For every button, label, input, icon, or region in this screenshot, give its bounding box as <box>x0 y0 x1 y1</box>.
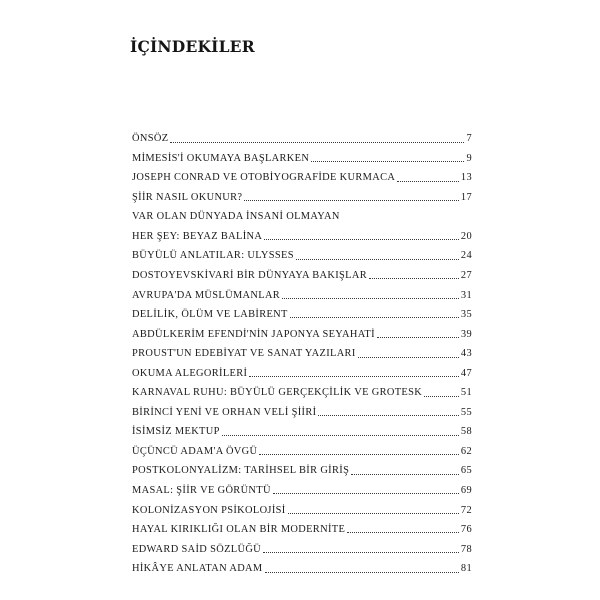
toc-entry-page: 9 <box>466 152 472 164</box>
toc-entry-title: ŞİİR NASIL OKUNUR? <box>132 191 243 203</box>
toc-entry-page: 31 <box>460 289 472 301</box>
dot-leader <box>351 474 459 475</box>
toc-entry-title: KARNAVAL RUHU: BÜYÜLÜ GERÇEKÇİLİK VE GROTESK <box>132 387 423 399</box>
toc-entry-page: 24 <box>460 250 472 262</box>
toc-entry-page: 72 <box>460 504 472 516</box>
toc-entry <box>132 145 472 165</box>
toc-entry-title: İSİMSİZ MEKTUP <box>132 426 220 438</box>
dot-leader <box>263 552 459 553</box>
dot-leader <box>424 396 459 397</box>
toc-entry <box>132 184 472 204</box>
toc-entry-page: 76 <box>460 524 472 536</box>
toc-entry-page: 78 <box>460 543 472 555</box>
toc-entry <box>132 223 472 243</box>
toc-entry <box>132 457 472 477</box>
toc-entry <box>132 418 472 438</box>
toc-entry-title: OKUMA ALEGORİLERİ <box>132 367 248 379</box>
toc-entry <box>132 399 472 419</box>
toc-entry <box>132 340 472 360</box>
toc-entry-page: 17 <box>460 191 472 203</box>
dot-leader <box>377 337 459 338</box>
toc-entry-title: POSTKOLONYALİZM: TARİHSEL BİR GİRİŞ <box>132 465 350 477</box>
toc-entry <box>132 535 472 555</box>
toc-entry-page: 27 <box>460 269 472 281</box>
toc-entry-title: BÜYÜLÜ ANLATILAR: ULYSSES <box>132 250 294 262</box>
toc-entry-title: BİRİNCİ YENİ VE ORHAN VELİ ŞİİRİ <box>132 406 317 418</box>
toc-entry-title: EDWARD SAİD SÖZLÜĞÜ <box>132 543 262 555</box>
toc-entry <box>132 125 472 145</box>
toc-entry <box>132 262 472 282</box>
dot-leader <box>259 454 459 455</box>
dot-leader <box>282 298 459 299</box>
table-of-contents <box>132 125 472 575</box>
toc-entry <box>132 379 472 399</box>
dot-leader <box>347 532 459 533</box>
toc-entry-page: 55 <box>460 406 472 418</box>
toc-entry-page: 81 <box>460 563 472 575</box>
toc-entry-title: DELİLİK, ÖLÜM VE LABİRENT <box>132 309 288 321</box>
toc-entry <box>132 242 472 262</box>
toc-entry-title: MİMESİS'İ OKUMAYA BAŞLARKEN <box>132 152 310 164</box>
dot-leader <box>288 513 459 514</box>
dot-leader <box>358 357 459 358</box>
toc-entry-title: HER ŞEY: BEYAZ BALİNA <box>132 230 263 242</box>
toc-entry <box>132 301 472 321</box>
toc-entry-page: 35 <box>460 309 472 321</box>
dot-leader <box>222 435 459 436</box>
dot-leader <box>296 259 459 260</box>
toc-entry <box>132 516 472 536</box>
dot-leader <box>369 278 459 279</box>
toc-entry-title: VAR OLAN DÜNYADA İNSANİ OLMAYAN <box>132 211 340 223</box>
dot-leader <box>264 239 459 240</box>
toc-entry-page: 39 <box>460 328 472 340</box>
toc-entry-page: 62 <box>460 445 472 457</box>
toc-entry-page: 51 <box>460 387 472 399</box>
toc-entry-page: 13 <box>460 172 472 184</box>
toc-entry <box>132 203 472 223</box>
dot-leader <box>265 572 459 573</box>
toc-entry-title: ÖNSÖZ <box>132 133 169 145</box>
toc-entry-title: AVRUPA'DA MÜSLÜMANLAR <box>132 289 281 301</box>
toc-entry <box>132 281 472 301</box>
toc-entry-title: ÜÇÜNCÜ ADAM'A ÖVGÜ <box>132 445 258 457</box>
dot-leader <box>273 493 459 494</box>
toc-entry-page: 65 <box>460 465 472 477</box>
toc-entry <box>132 555 472 575</box>
toc-entry-page: 58 <box>460 426 472 438</box>
toc-entry <box>132 496 472 516</box>
toc-entry-title: HİKÂYE ANLATAN ADAM <box>132 563 263 575</box>
dot-leader <box>290 317 459 318</box>
toc-entry-title: KOLONİZASYON PSİKOLOJİSİ <box>132 504 286 516</box>
toc-entry <box>132 164 472 184</box>
toc-entry <box>132 477 472 497</box>
toc-entry-title: DOSTOYEVSKİVARİ BİR DÜNYAYA BAKIŞLAR <box>132 269 367 281</box>
toc-entry-title: ABDÜLKERİM EFENDİ'NİN JAPONYA SEYAHATİ <box>132 328 375 340</box>
toc-entry-page: 43 <box>460 348 472 360</box>
dot-leader <box>170 142 464 143</box>
toc-entry <box>132 360 472 380</box>
dot-leader <box>311 161 464 162</box>
toc-entry-page: 7 <box>466 133 472 145</box>
dot-leader <box>318 415 458 416</box>
toc-entry <box>132 320 472 340</box>
toc-entry-page: 69 <box>460 484 472 496</box>
toc-entry-title: MASAL: ŞİİR VE GÖRÜNTÜ <box>132 484 271 496</box>
dot-leader <box>397 181 459 182</box>
page-title: İÇİNDEKİLER <box>130 37 255 56</box>
toc-entry-title: PROUST'UN EDEBİYAT VE SANAT YAZILARI <box>132 348 356 360</box>
dot-leader <box>249 376 459 377</box>
toc-entry <box>132 438 472 458</box>
toc-entry-page: 47 <box>460 367 472 379</box>
dot-leader <box>244 200 459 201</box>
toc-entry-title: HAYAL KIRIKLIĞI OLAN BİR MODERNİTE <box>132 524 346 536</box>
toc-entry-page: 20 <box>460 230 472 242</box>
toc-entry-title: JOSEPH CONRAD VE OTOBİYOGRAFİDE KURMACA <box>132 172 396 184</box>
